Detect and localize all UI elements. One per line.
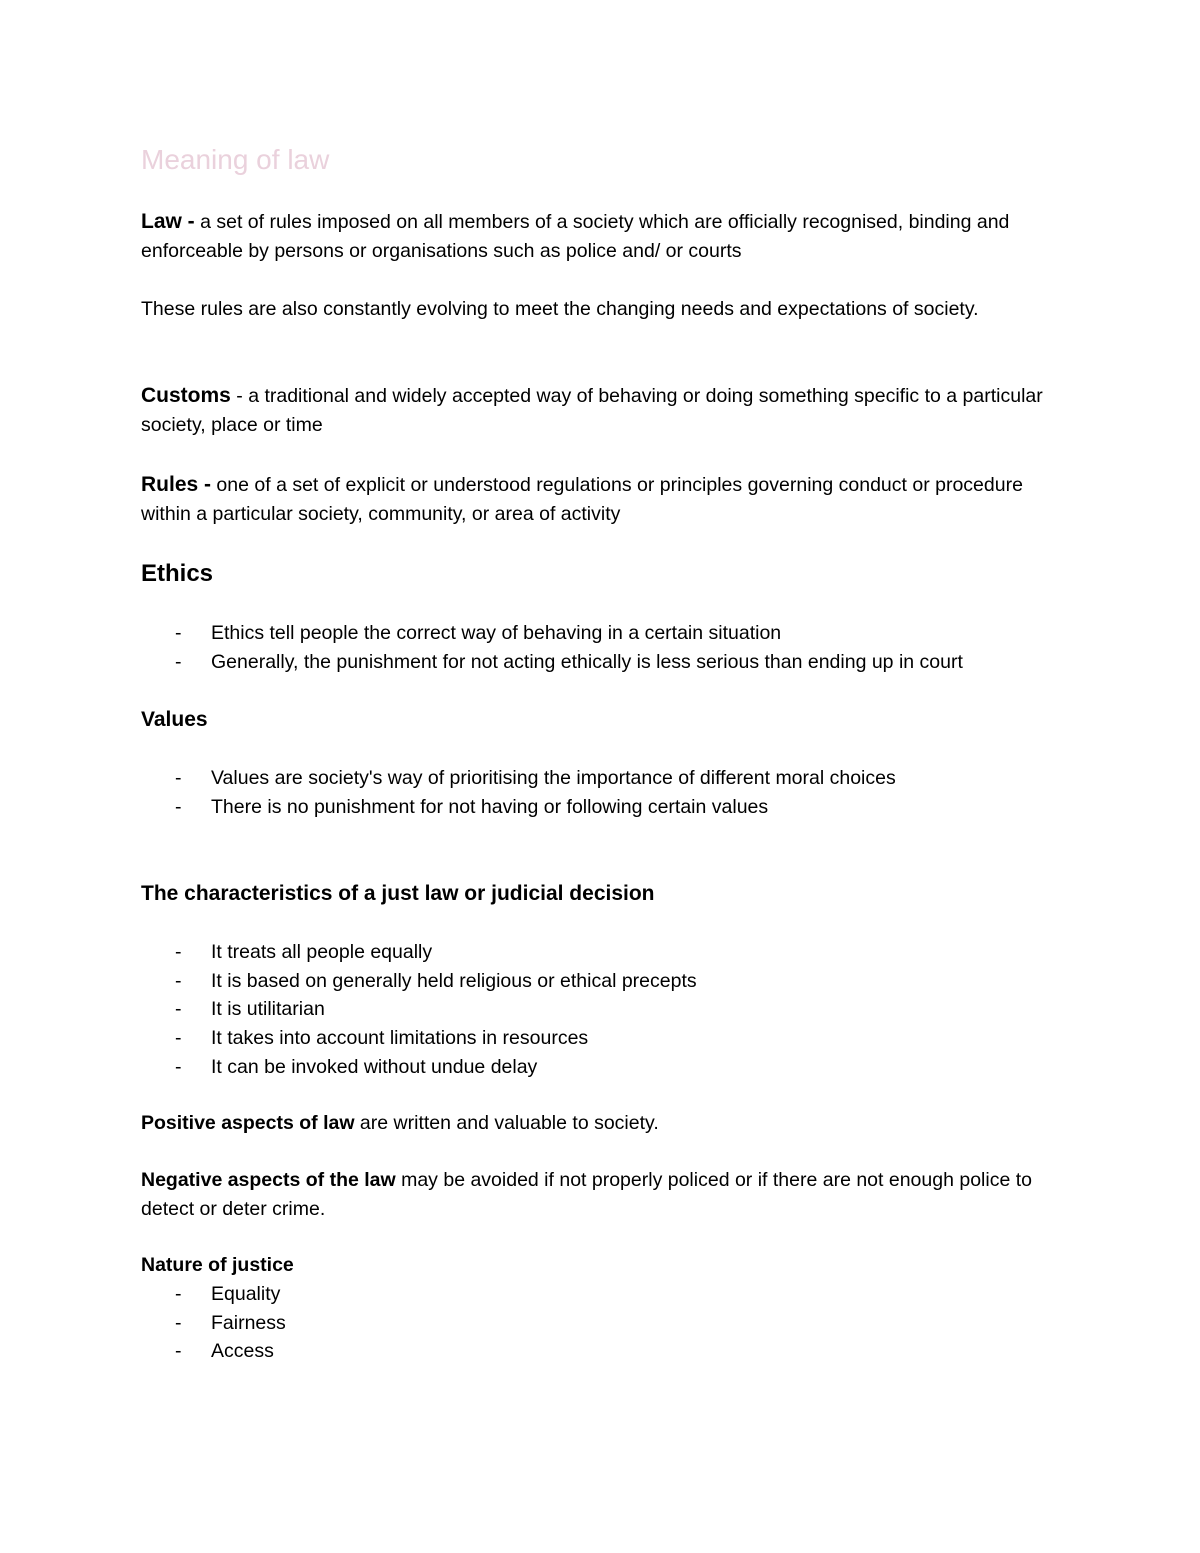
values-list (141, 764, 1061, 821)
ethics-list (141, 619, 1061, 676)
law-term: Law - (141, 210, 195, 233)
negative-aspects (141, 1166, 1061, 1224)
list-item: - There is no punishment for not having or following certain values (141, 793, 1061, 822)
justice-list (141, 1280, 1061, 1366)
bullet-dash: - (175, 998, 182, 1021)
bullet-dash: - (175, 795, 182, 818)
customs-definition (141, 381, 1061, 440)
rules-text: one of a set of explicit or understood regulations or principles governing conduct or procedure within a particular society, community, or area of activity (141, 474, 1023, 525)
positive-text: are written and valuable to society. (354, 1112, 659, 1134)
bullet-dash: - (175, 969, 182, 992)
law-definition (141, 207, 1061, 266)
bullet-dash: - (175, 622, 182, 644)
list-item: - It is based on generally held religious or ethical precepts (141, 967, 1061, 996)
negative-text: may be avoided if not properly policed or if there are not enough police to detect or deter crime. (141, 1169, 1032, 1220)
characteristics-list (141, 938, 1061, 1082)
characteristics-heading: The characteristics of a just law or judicial decision (141, 882, 655, 905)
list-item: - It is utilitarian (141, 995, 1061, 1024)
page-title: Meaning of law (141, 144, 330, 175)
bullet-dash: - (175, 1283, 182, 1305)
list-item: - Fairness (141, 1309, 1061, 1338)
list-item: - Generally, the punishment for not acting ethically is less serious than ending up in court (141, 648, 1061, 677)
list-item: - Values are society's way of prioritising the importance of different moral choices (141, 764, 1061, 793)
rules-term: Rules - (141, 473, 212, 496)
bullet-dash: - (175, 767, 182, 789)
negative-term: Negative aspects of the law (141, 1169, 396, 1191)
list-item: - Access (141, 1337, 1061, 1366)
positive-aspects (141, 1109, 1061, 1138)
customs-term: Customs (141, 384, 231, 407)
list-item: - Ethics tell people the correct way of behaving in a certain situation (141, 619, 1061, 648)
bullet-dash: - (175, 1055, 182, 1078)
values-heading: Values (141, 708, 208, 731)
customs-text: - a traditional and widely accepted way of behaving or doing something specific to a particular society, place or time (141, 385, 1043, 436)
bullet-dash: - (175, 650, 182, 673)
positive-term: Positive aspects of law (141, 1112, 355, 1134)
list-item: - It takes into account limitations in resources (141, 1024, 1061, 1053)
bullet-dash: - (175, 941, 182, 963)
ethics-heading: Ethics (141, 560, 214, 587)
bullet-dash: - (175, 1311, 182, 1334)
evolving-paragraph: These rules are also constantly evolving to meet the changing needs and expectations of society. (141, 298, 979, 320)
justice-heading: Nature of justice (141, 1254, 294, 1276)
list-item: - Equality (141, 1280, 1061, 1309)
rules-definition (141, 470, 1061, 529)
bullet-dash: - (175, 1340, 182, 1363)
list-item: - It treats all people equally (141, 938, 1061, 967)
bullet-dash: - (175, 1027, 182, 1050)
law-text: a set of rules imposed on all members of a society which are officially recognised, binding and enforceable by persons or organisations such as police and/ or courts (141, 211, 1010, 262)
list-item: - It can be invoked without undue delay (141, 1053, 1061, 1082)
